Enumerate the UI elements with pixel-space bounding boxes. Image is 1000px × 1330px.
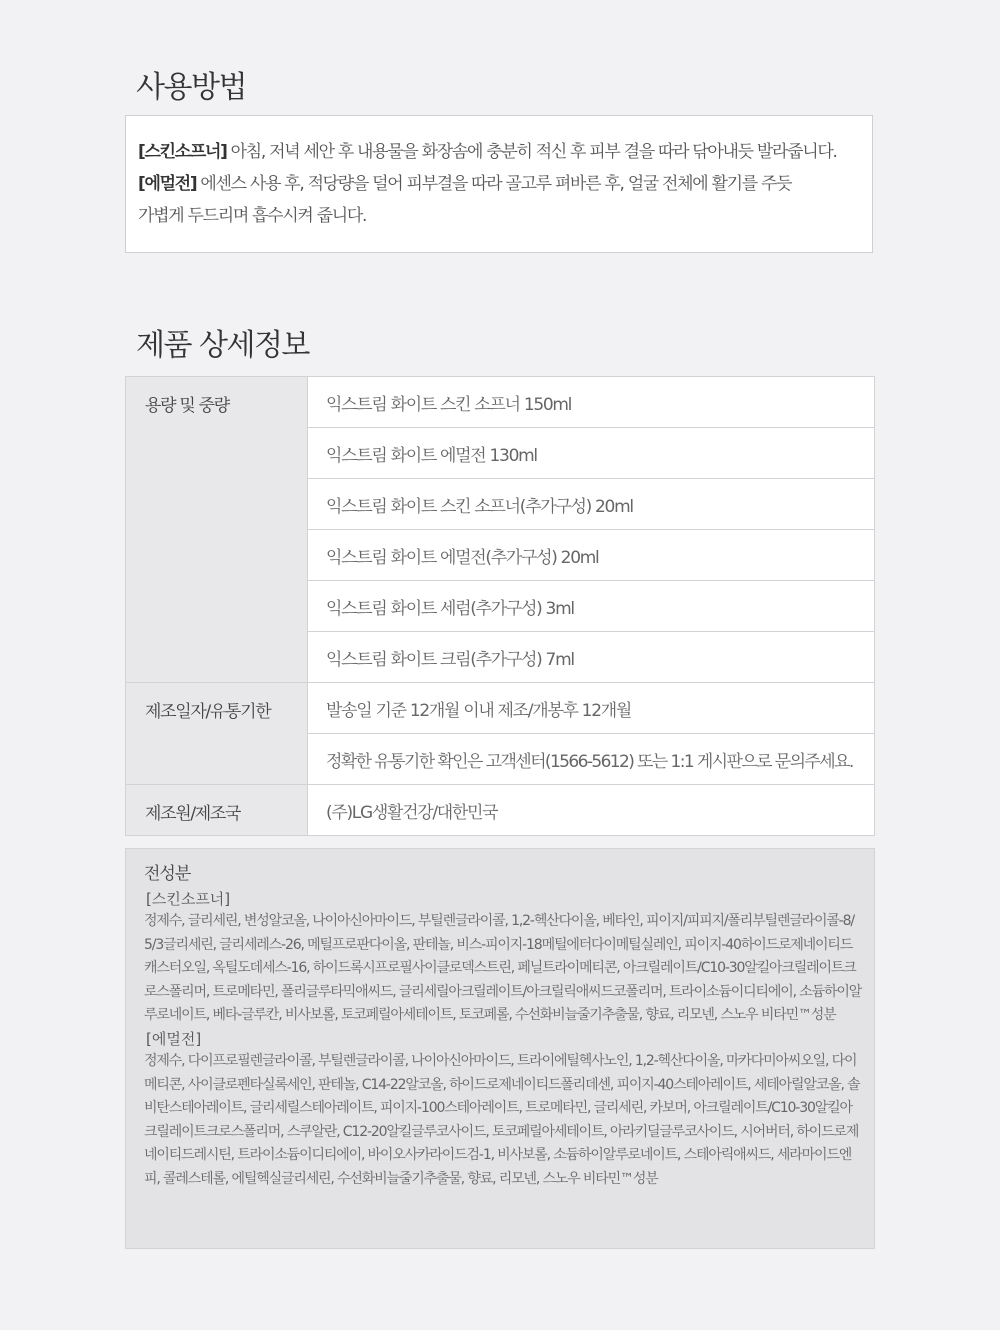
- capacity-value: 익스트림 화이트 스킨 소프너 150ml: [308, 377, 875, 428]
- ingredients-emulsion-text: 정제수, 다이프로필렌글라이콜, 부틸렌글라이콜, 나이아신아마이드, 트라이에틸헥사노인, 1,2-헥산다이올, 마카다미아씨오일, 다이메티콘, 사이클로펜타실록세인, 판테놀, C14-22알코올, 하이드로제네이티드폴리데센, 피이지-40스테아레이트, 세테아릴알코올, 솔비탄스테아레이트, 글리세릴스테아레이트, 피이지-100스테아레이트, 트로메타민, 글리세린, 카보머, 아크릴레이트/C10-30알킬아크릴레이트크로스폴리머, 스쿠알란, C12-20알킬글루코사이드, 토코페릴아세테이트, 아라키딜글루코사이드, 시어버터, 하이드로제네이티드레시틴, 트라이소듐이디티에이, 바이오사카라이드검-1, 비사보롤, 소듐하이알루로네이트, 스테아릭애씨드, 세라마이드엔피, 콜레스테롤, 에틸헥실글리세린, 수선화비늘줄기추출물, 향료, 리모넨, 스노우 비타민™성분: [144, 1052, 860, 1187]
- usage-line-emulsion: [138, 168, 860, 200]
- capacity-value: 익스트림 화이트 에멀전(추가구성) 20ml: [308, 530, 875, 581]
- usage-skin-label: [스킨소프너]: [138, 142, 227, 162]
- capacity-value: 익스트림 화이트 스킨 소프너(추가구성) 20ml: [308, 479, 875, 530]
- ingredients-title: 전성분: [144, 864, 191, 884]
- maker-value: (주)LG생활건강/대한민국: [308, 785, 875, 836]
- usage-line-skin: [138, 136, 860, 168]
- ingredients-skin-label: [스킨소프너]: [146, 890, 231, 908]
- ingredients-box: [125, 848, 875, 1249]
- usage-skin-text: 아침, 저녁 세안 후 내용물을 화장솜에 충분히 적신 후 피부 결을 따라 닦아내듯 발라줍니다.: [226, 142, 837, 162]
- usage-emulsion-text-2: 가볍게 두드리며 흡수시켜 줍니다.: [138, 206, 367, 226]
- table-row: [126, 785, 875, 836]
- date-value: 정확한 유통기한 확인은 고객센터(1566-5612) 또는 1:1 게시판으로 문의주세요.: [308, 734, 875, 785]
- usage-emulsion-text-1: 에센스 사용 후, 적당량을 덜어 피부결을 따라 골고루 펴바른 후, 얼굴 전체에 활기를 주듯: [196, 174, 792, 194]
- ingredients-emulsion-label: [에멀전]: [146, 1029, 202, 1048]
- usage-emulsion-label: [에멀전]: [138, 174, 197, 194]
- capacity-value: 익스트림 화이트 세럼(추가구성) 3ml: [308, 581, 875, 632]
- table-row: [126, 683, 875, 734]
- detail-section-title: 제품 상세정보: [136, 328, 309, 363]
- table-row: [126, 377, 875, 428]
- usage-section-title: 사용방법: [136, 70, 246, 105]
- product-detail-table: [125, 376, 875, 836]
- usage-box: [125, 115, 873, 253]
- maker-header: 제조원/제조국: [126, 785, 308, 836]
- date-value: 발송일 기준 12개월 이내 제조/개봉후 12개월: [308, 683, 875, 734]
- capacity-value: 익스트림 화이트 에멀전 130ml: [308, 428, 875, 479]
- capacity-value: 익스트림 화이트 크림(추가구성) 7ml: [308, 632, 875, 683]
- ingredients-skin-text: 정제수, 글리세린, 변성알코올, 나이아신아마이드, 부틸렌글라이콜, 1,2-헥산다이올, 베타인, 피이지/피피지/폴리부틸렌글라이콜-8/5/3글리세린, 글리세레스-26, 메틸프로판다이올, 판테놀, 비스-피이지-18메틸에터다이메틸실레인, 피이지-40하이드로제네이티드캐스터오일, 옥틸도데세스-16, 하이드록시프로필사이클로덱스트린, 페닐트라이메티콘, 아크릴레이트/C10-30알킬아크릴레이트크로스폴리머, 트로메타민, 폴리글루타믹애씨드, 글리세릴아크릴레이트/아크릴릭애씨드코폴리머, 트라이소듐이디티에이, 소듐하이알루로네이트, 베타-글루칸, 비사보롤, 토코페릴아세테이트, 토코페롤, 수선화비늘줄기추출물, 향료, 리모넨, 스노우 비타민™성분: [144, 913, 862, 1024]
- capacity-header: 용량 및 중량: [126, 377, 308, 683]
- date-header: 제조일자/유통기한: [126, 683, 308, 785]
